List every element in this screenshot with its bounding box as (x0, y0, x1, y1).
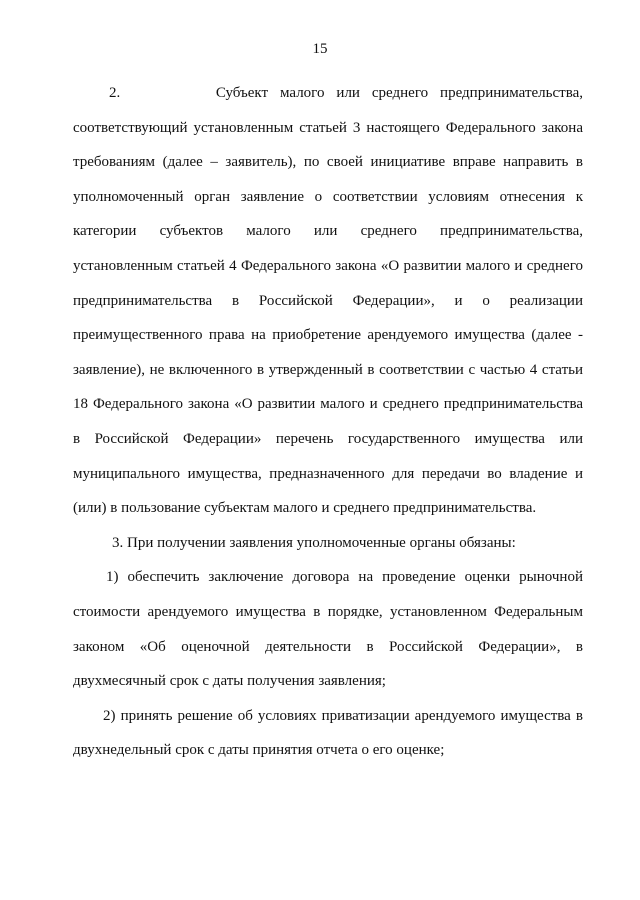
page-number: 15 (312, 41, 328, 57)
list-item-2-privatization-decision: 2) принять решение об условиях приватизации арендуемого имущества в двухнедельный срок с даты принятия отчета о его оценке; (73, 707, 583, 759)
list-item-1-valuation-contract: 1) обеспечить заключение договора на проведение оценки рыночной стоимости арендуемого имущества в порядке, установленном Федеральным законом «Об оценочной деятельности в Российской Федерации», в двухмесячный срок с даты получения заявления; (73, 569, 583, 690)
paragraph-3-authority-duties: 3. При получении заявления уполномоченные органы обязаны: (112, 534, 516, 551)
paragraph-2-applicant-right: 2. Субъект малого или среднего предпринимательства, соответствующий установленным статьей 3 настоящего Федерального закона требованиям (далее – заявитель), по своей инициативе вправе направить в уполномоченный орган заявление о соответствии условиям отнесения к категории субъектов малого или среднего предпринимательства, установленным статьей 4 Федерального закона «О развитии малого и среднего предпринимательства в Российской Федерации», и о реализации преимущественного права на приобретение арендуемого имущества (далее - заявление), не включенного в утвержденный в соответствии с частью 4 статьи 18 Федерального закона «О развитии малого и среднего предпринимательства в Российской Федерации» перечень государственного имущества или муниципального имущества, предназначенного для передачи во владение и (или) в пользование субъектам малого и среднего предпринимательства. (73, 85, 583, 517)
document-body (73, 76, 583, 768)
